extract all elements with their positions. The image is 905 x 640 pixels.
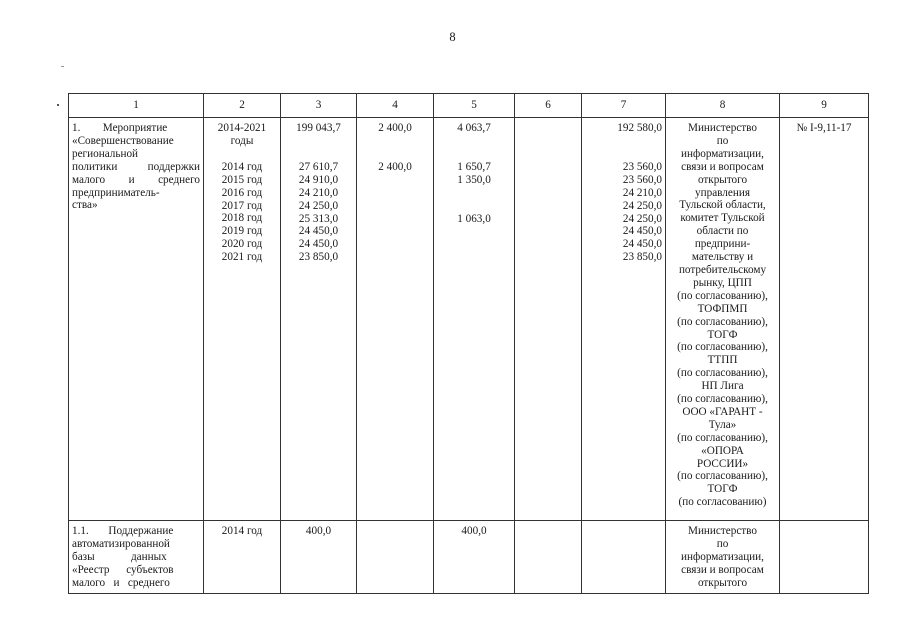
amount-year: 27 610,7 (298, 160, 339, 173)
amount-year: 24 210,0 (298, 186, 339, 199)
regional-budget-cell (434, 521, 515, 594)
amount-total: 4 063,7 (457, 122, 491, 134)
year-label: 2015 год (221, 173, 263, 186)
amount-year: 24 450,0 (622, 238, 662, 251)
year-label: 2014 год (221, 160, 263, 173)
scan-speck (57, 104, 59, 106)
regional-budget-cell (434, 118, 515, 521)
executor-line: ООО «ГАРАНТ - (682, 405, 763, 418)
measure-title-line: ства» (72, 199, 98, 212)
executor-line: Министерство (688, 122, 757, 134)
period-total-unit: годы (230, 134, 254, 147)
header-cell: 6 (515, 94, 582, 118)
measure-title-line: региональной (72, 147, 139, 160)
executor-line: области по (696, 225, 749, 238)
amount-year: 23 560,0 (622, 173, 662, 186)
measure-title-line: 1.1. Поддержание (72, 525, 174, 537)
executor-line: РОССИИ» (696, 457, 749, 470)
page-number: 8 (449, 30, 456, 44)
executor-line: информатизации, (681, 550, 764, 563)
period-cell (204, 118, 281, 521)
executor-line: (по согласованию), (677, 367, 768, 380)
executor-line: (по согласованию), (677, 470, 768, 483)
header-cell: 2 (204, 94, 281, 118)
executor-line: по (716, 537, 729, 550)
header-cell: 7 (582, 94, 666, 118)
amount-year: 1 650,7 (457, 160, 491, 173)
measure-title-line: малого и среднего (72, 173, 200, 186)
amount-year: 23 850,0 (622, 251, 662, 264)
local-budget-cell (515, 118, 582, 521)
measure-title-line: предприниматель- (72, 186, 160, 199)
header-cell: 9 (780, 94, 869, 118)
measure-title-line: автоматизированной (72, 537, 170, 550)
period-total: 2014-2021 (217, 122, 267, 134)
federal-budget-cell (357, 118, 434, 521)
measure-title-line: базы данных (72, 550, 167, 563)
measure-title-line: 1. Мероприятие (72, 122, 168, 134)
extrabudget-cell (582, 521, 666, 594)
executors-cell (666, 521, 780, 594)
amount-year: 24 210,0 (622, 186, 662, 199)
executors-cell (666, 118, 780, 521)
amount-year: 23 850,0 (298, 251, 339, 264)
amount-total: 2 400,0 (378, 122, 412, 134)
amount-year: 1 350,0 (457, 173, 491, 186)
amount-year: 24 450,0 (298, 225, 339, 238)
executor-line: открытого (697, 576, 748, 589)
header-cell: 3 (281, 94, 357, 118)
measure-title-line: политики поддержки (72, 160, 200, 173)
executor-line: управления (695, 186, 750, 199)
amount-year: 24 450,0 (622, 225, 662, 238)
executor-line: предприни- (694, 238, 751, 251)
extrabudget-cell (582, 118, 666, 521)
total-amount-cell (281, 118, 357, 521)
executor-line: (по согласованию), (677, 431, 768, 444)
executor-line: Тульской области, (679, 199, 766, 212)
amount-year: 24 250,0 (298, 199, 339, 212)
amount-year: 1 063,0 (457, 212, 491, 225)
measure-title-line: «Совершенствование (72, 134, 174, 147)
executor-line: ТОГФ (707, 483, 738, 496)
amount-year: 24 250,0 (622, 212, 662, 225)
local-budget-cell (515, 521, 582, 594)
executor-line: комитет Тульской (680, 212, 765, 225)
period-cell (204, 521, 281, 594)
indicators-cell (780, 118, 869, 521)
measure-title-line: малого и среднего (72, 576, 170, 589)
executor-line: связи и вопросам (681, 563, 764, 576)
executor-line: информатизации, (681, 147, 764, 160)
amount-year: 24 450,0 (298, 238, 339, 251)
header-cell: 5 (434, 94, 515, 118)
table-row (69, 521, 869, 594)
amount-year: 24 910,0 (298, 173, 339, 186)
executor-line: (по согласованию), (677, 315, 768, 328)
executor-line: (по согласованию) (678, 496, 767, 509)
executor-line: ТОФПМП (697, 302, 748, 315)
total-amount-cell (281, 521, 357, 594)
amount-total: 400,0 (461, 525, 487, 537)
year-label: 2021 год (221, 251, 263, 264)
amount-total: 192 580,0 (617, 122, 662, 134)
executor-line: ТТПП (707, 354, 738, 367)
indicators-cell (780, 521, 869, 594)
table-row (69, 118, 869, 521)
federal-budget-cell (357, 521, 434, 594)
amount-year: 2 400,0 (378, 160, 412, 173)
amount-year: 24 250,0 (622, 199, 662, 212)
amount-year: 25 313,0 (298, 212, 339, 225)
executor-line: потребительскому (678, 263, 767, 276)
header-cell: 8 (666, 94, 780, 118)
measure-title-cell (69, 521, 204, 594)
header-cell: 1 (69, 94, 204, 118)
year-label: 2020 год (221, 238, 263, 251)
year-label: 2016 год (221, 186, 263, 199)
period-total: 2014 год (221, 525, 263, 537)
table-header-row (69, 94, 869, 118)
executor-line: Министерство (688, 525, 757, 537)
scan-speck (61, 66, 64, 67)
executor-line: НП Лига (701, 380, 744, 393)
executor-line: «ОПОРА (701, 444, 744, 457)
year-label: 2018 год (221, 212, 263, 225)
executor-line: рынку, ЦПП (693, 276, 752, 289)
year-label: 2019 год (221, 225, 263, 238)
executor-line: (по согласованию), (677, 341, 768, 354)
executor-line: связи и вопросам (681, 160, 764, 173)
indicator-refs: № I-9,11-17 (796, 122, 852, 134)
measure-title-line: «Реестр субъектов (72, 563, 174, 576)
executor-line: ТОГФ (707, 328, 738, 341)
header-cell: 4 (357, 94, 434, 118)
year-label: 2017 год (221, 199, 263, 212)
executor-line: Тула» (708, 418, 737, 431)
amount-total: 199 043,7 (296, 122, 341, 134)
executor-line: мательству и (691, 251, 754, 264)
executor-line: (по согласованию), (677, 289, 768, 302)
amount-total: 400,0 (305, 525, 332, 537)
executor-line: (по согласованию), (677, 393, 768, 406)
measure-title-cell (69, 118, 204, 521)
executor-line: по (716, 134, 729, 147)
measures-table (68, 93, 869, 594)
amount-year: 23 560,0 (622, 160, 662, 173)
executor-line: открытого (697, 173, 748, 186)
